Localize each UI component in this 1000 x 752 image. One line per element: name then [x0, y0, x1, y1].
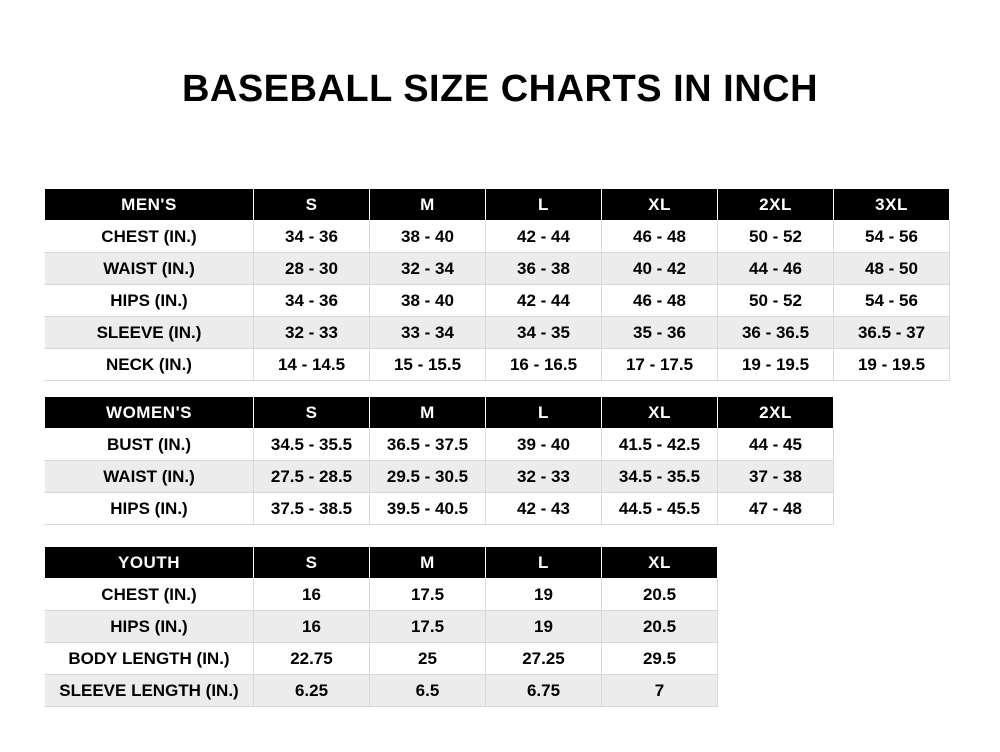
mens-size-header: 2XL [718, 189, 834, 221]
cell: 20.5 [602, 611, 718, 643]
cell: 16 - 16.5 [486, 349, 602, 381]
cell: 38 - 40 [370, 221, 486, 253]
cell: 35 - 36 [602, 317, 718, 349]
cell: 6.75 [486, 675, 602, 707]
row-label: HIPS (IN.) [45, 611, 254, 643]
row-label: CHEST (IN.) [45, 221, 254, 253]
row-label: HIPS (IN.) [45, 285, 254, 317]
cell: 19 [486, 579, 602, 611]
cell: 34 - 35 [486, 317, 602, 349]
mens-size-header: L [486, 189, 602, 221]
cell: 47 - 48 [718, 493, 834, 525]
mens-size-table [44, 188, 950, 381]
womens-header-label: WOMEN'S [45, 397, 254, 429]
table-row [45, 221, 950, 253]
cell: 32 - 33 [254, 317, 370, 349]
womens-size-header: 2XL [718, 397, 834, 429]
cell: 37.5 - 38.5 [254, 493, 370, 525]
row-label: NECK (IN.) [45, 349, 254, 381]
womens-size-header: L [486, 397, 602, 429]
cell: 48 - 50 [834, 253, 950, 285]
cell: 50 - 52 [718, 221, 834, 253]
cell: 38 - 40 [370, 285, 486, 317]
youth-size-header: S [254, 547, 370, 579]
cell: 17.5 [370, 611, 486, 643]
youth-size-header: L [486, 547, 602, 579]
cell: 44 - 45 [718, 429, 834, 461]
mens-size-header: S [254, 189, 370, 221]
youth-size-table [44, 546, 718, 707]
womens-size-table [44, 396, 834, 525]
row-label: HIPS (IN.) [45, 493, 254, 525]
youth-header-label: YOUTH [45, 547, 254, 579]
mens-size-header: M [370, 189, 486, 221]
cell: 42 - 44 [486, 221, 602, 253]
mens-size-header: 3XL [834, 189, 950, 221]
cell: 44 - 46 [718, 253, 834, 285]
cell: 36 - 36.5 [718, 317, 834, 349]
cell: 54 - 56 [834, 285, 950, 317]
cell: 50 - 52 [718, 285, 834, 317]
row-label: BODY LENGTH (IN.) [45, 643, 254, 675]
table-row [45, 675, 718, 707]
youth-size-header: M [370, 547, 486, 579]
cell: 33 - 34 [370, 317, 486, 349]
table-row [45, 317, 950, 349]
cell: 14 - 14.5 [254, 349, 370, 381]
cell: 42 - 43 [486, 493, 602, 525]
table-row [45, 579, 718, 611]
youth-size-header: XL [602, 547, 718, 579]
row-label: WAIST (IN.) [45, 253, 254, 285]
cell: 17 - 17.5 [602, 349, 718, 381]
cell: 39.5 - 40.5 [370, 493, 486, 525]
page-title: BASEBALL SIZE CHARTS IN INCH [181, 68, 819, 110]
cell: 29.5 [602, 643, 718, 675]
womens-size-header: M [370, 397, 486, 429]
row-label: SLEEVE (IN.) [45, 317, 254, 349]
cell: 37 - 38 [718, 461, 834, 493]
cell: 40 - 42 [602, 253, 718, 285]
cell: 16 [254, 611, 370, 643]
cell: 34.5 - 35.5 [254, 429, 370, 461]
cell: 6.25 [254, 675, 370, 707]
mens-size-header: XL [602, 189, 718, 221]
mens-header-label: MEN'S [45, 189, 254, 221]
cell: 17.5 [370, 579, 486, 611]
cell: 20.5 [602, 579, 718, 611]
cell: 41.5 - 42.5 [602, 429, 718, 461]
cell: 6.5 [370, 675, 486, 707]
table-row [45, 461, 834, 493]
womens-size-header: XL [602, 397, 718, 429]
cell: 16 [254, 579, 370, 611]
cell: 27.5 - 28.5 [254, 461, 370, 493]
cell: 34.5 - 35.5 [602, 461, 718, 493]
cell: 19 - 19.5 [834, 349, 950, 381]
table-row [45, 285, 950, 317]
table-row [45, 643, 718, 675]
cell: 39 - 40 [486, 429, 602, 461]
table-row [45, 429, 834, 461]
row-label: SLEEVE LENGTH (IN.) [45, 675, 254, 707]
cell: 32 - 33 [486, 461, 602, 493]
cell: 42 - 44 [486, 285, 602, 317]
table-row [45, 611, 718, 643]
row-label: CHEST (IN.) [45, 579, 254, 611]
cell: 36 - 38 [486, 253, 602, 285]
cell: 28 - 30 [254, 253, 370, 285]
cell: 19 - 19.5 [718, 349, 834, 381]
cell: 46 - 48 [602, 221, 718, 253]
cell: 36.5 - 37.5 [370, 429, 486, 461]
row-label: WAIST (IN.) [45, 461, 254, 493]
table-header-row [45, 397, 834, 429]
table-row [45, 493, 834, 525]
cell: 54 - 56 [834, 221, 950, 253]
cell: 34 - 36 [254, 221, 370, 253]
cell: 7 [602, 675, 718, 707]
cell: 44.5 - 45.5 [602, 493, 718, 525]
cell: 32 - 34 [370, 253, 486, 285]
cell: 46 - 48 [602, 285, 718, 317]
cell: 25 [370, 643, 486, 675]
row-label: BUST (IN.) [45, 429, 254, 461]
cell: 36.5 - 37 [834, 317, 950, 349]
table-row [45, 349, 950, 381]
cell: 29.5 - 30.5 [370, 461, 486, 493]
cell: 22.75 [254, 643, 370, 675]
table-header-row [45, 189, 950, 221]
cell: 19 [486, 611, 602, 643]
womens-size-header: S [254, 397, 370, 429]
cell: 27.25 [486, 643, 602, 675]
cell: 15 - 15.5 [370, 349, 486, 381]
cell: 34 - 36 [254, 285, 370, 317]
table-row [45, 253, 950, 285]
table-header-row [45, 547, 718, 579]
